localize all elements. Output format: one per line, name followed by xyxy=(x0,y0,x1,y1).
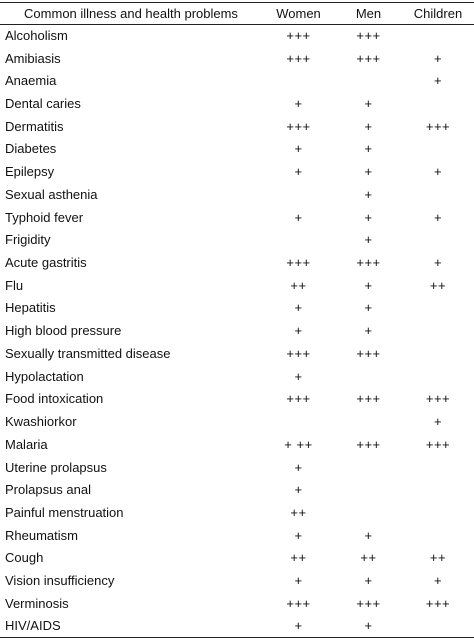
children-rating-cell xyxy=(402,25,474,48)
illness-name-cell: Amibiasis xyxy=(5,50,61,66)
illness-name-cell: Alcoholism xyxy=(5,28,68,44)
women-rating-cell: + xyxy=(294,323,303,339)
children-rating-cell: ++ xyxy=(429,550,447,566)
children-rating-cell: + xyxy=(433,73,443,89)
women-rating-cell: + xyxy=(294,164,303,180)
table-row xyxy=(0,343,474,366)
women-rating-cell xyxy=(262,184,335,207)
table-row xyxy=(0,93,474,116)
children-rating-cell: + xyxy=(433,209,443,225)
women-rating-cell: + xyxy=(294,209,303,225)
men-rating-cell: +++ xyxy=(356,391,381,407)
men-rating-cell xyxy=(335,456,402,479)
table-row xyxy=(0,365,474,388)
table-row xyxy=(0,320,474,343)
table-row xyxy=(0,456,474,479)
men-rating-cell: + xyxy=(364,232,373,248)
women-rating-cell: + xyxy=(294,527,303,543)
illness-name-cell: Uterine prolapsus xyxy=(5,459,107,475)
table-row xyxy=(0,115,474,138)
women-rating-cell: ++ xyxy=(290,550,307,566)
table-header xyxy=(0,3,474,25)
women-rating-cell: +++ xyxy=(286,118,311,134)
children-rating-cell: + xyxy=(433,164,443,180)
illness-name-cell: Acute gastritis xyxy=(5,255,87,271)
children-rating-cell: + xyxy=(433,255,443,271)
table-row xyxy=(0,70,474,93)
men-rating-cell xyxy=(335,70,402,93)
children-rating-cell xyxy=(402,502,474,525)
children-rating-cell xyxy=(402,138,474,161)
women-rating-cell: +++ xyxy=(286,595,311,611)
illness-name-cell: HIV/AIDS xyxy=(0,615,262,638)
illness-name-cell: Hepatitis xyxy=(5,300,56,316)
women-rating-cell xyxy=(262,411,335,434)
header-women: Women xyxy=(262,3,335,25)
men-rating-cell: + xyxy=(364,118,373,134)
men-rating-cell: +++ xyxy=(356,345,381,361)
women-rating-cell: + xyxy=(262,615,335,638)
illness-name-cell: Cough xyxy=(5,550,44,566)
children-rating-cell xyxy=(402,524,474,547)
children-rating-cell: + xyxy=(433,50,443,66)
illness-name-cell: Sexual asthenia xyxy=(5,186,98,202)
children-rating-cell: +++ xyxy=(425,118,451,134)
table-row xyxy=(0,274,474,297)
women-rating-cell xyxy=(262,70,335,93)
table-row xyxy=(0,547,474,570)
women-rating-cell: + xyxy=(294,141,303,157)
illness-name-cell: Flu xyxy=(5,277,24,293)
illness-name-cell: Dental caries xyxy=(5,96,81,112)
women-rating-cell: + ++ xyxy=(284,436,313,452)
table-row xyxy=(0,161,474,184)
illness-name-cell: Prolapsus anal xyxy=(5,482,91,498)
table-row xyxy=(0,570,474,593)
men-rating-cell xyxy=(335,479,402,502)
illness-name-cell: Painful menstruation xyxy=(5,504,124,520)
men-rating-cell: +++ xyxy=(356,436,381,452)
children-rating-cell: +++ xyxy=(425,391,451,407)
children-rating-cell: +++ xyxy=(425,436,451,452)
children-rating-cell xyxy=(402,93,474,116)
illness-name-cell: Dermatitis xyxy=(5,118,64,134)
table-row xyxy=(0,184,474,207)
women-rating-cell: ++ xyxy=(290,277,307,293)
illness-name-cell: Kwashiorkor xyxy=(5,414,77,430)
table-row xyxy=(0,25,474,48)
illness-name-cell: High blood pressure xyxy=(5,323,122,339)
men-rating-cell xyxy=(335,411,402,434)
table-row xyxy=(0,138,474,161)
children-rating-cell xyxy=(402,184,474,207)
children-rating-cell xyxy=(402,365,474,388)
table-row xyxy=(0,411,474,434)
children-rating-cell: + xyxy=(433,414,443,430)
men-rating-cell: +++ xyxy=(356,255,381,271)
women-rating-cell: + xyxy=(294,300,303,316)
men-rating-cell: ++ xyxy=(360,550,377,566)
table-row xyxy=(0,502,474,525)
men-rating-cell: + xyxy=(364,209,373,225)
children-rating-cell xyxy=(402,343,474,366)
illness-name-cell: Verminosis xyxy=(5,595,69,611)
illness-name-cell: Sexually transmitted disease xyxy=(5,345,171,361)
men-rating-cell: +++ xyxy=(356,50,381,66)
men-rating-cell: + xyxy=(364,527,373,543)
women-rating-cell xyxy=(262,229,335,252)
illness-name-cell: Frigidity xyxy=(5,232,51,248)
table-row xyxy=(0,47,474,70)
women-rating-cell: +++ xyxy=(286,50,311,66)
men-rating-cell: + xyxy=(364,164,373,180)
table-row xyxy=(0,229,474,252)
men-rating-cell: + xyxy=(364,300,373,316)
women-rating-cell: +++ xyxy=(286,345,311,361)
header-men: Men xyxy=(335,3,402,25)
children-rating-cell: + xyxy=(433,573,443,589)
children-rating-cell xyxy=(402,229,474,252)
table-row xyxy=(0,388,474,411)
table-row xyxy=(0,615,474,638)
men-rating-cell: + xyxy=(364,573,373,589)
men-rating-cell: +++ xyxy=(356,28,381,44)
women-rating-cell: + xyxy=(294,96,303,112)
table-row xyxy=(0,433,474,456)
men-rating-cell: + xyxy=(364,323,373,339)
women-rating-cell: + xyxy=(294,368,303,384)
children-rating-cell: ++ xyxy=(429,277,447,293)
children-rating-cell xyxy=(402,479,474,502)
illness-table xyxy=(0,2,474,638)
women-rating-cell: ++ xyxy=(290,504,307,520)
women-rating-cell: +++ xyxy=(286,391,311,407)
children-rating-cell xyxy=(402,297,474,320)
men-rating-cell: + xyxy=(364,141,373,157)
women-rating-cell: + xyxy=(294,573,303,589)
women-rating-cell: +++ xyxy=(286,28,311,44)
table-row xyxy=(0,252,474,275)
children-rating-cell xyxy=(402,320,474,343)
header-illness: Common illness and health problems xyxy=(0,3,262,25)
illness-name-cell: Malaria xyxy=(5,436,48,452)
illness-name-cell: Vision insufficiency xyxy=(5,573,115,589)
men-rating-cell: + xyxy=(364,96,373,112)
men-rating-cell xyxy=(335,502,402,525)
table-row xyxy=(0,479,474,502)
men-rating-cell: + xyxy=(364,186,373,202)
men-rating-cell: + xyxy=(335,615,402,638)
women-rating-cell: +++ xyxy=(286,255,311,271)
table-row xyxy=(0,524,474,547)
illness-name-cell: Typhoid fever xyxy=(5,209,84,225)
header-children: Children xyxy=(402,3,474,25)
women-rating-cell: + xyxy=(294,459,303,475)
illness-name-cell: Anaemia xyxy=(5,73,57,89)
illness-name-cell: Food intoxication xyxy=(5,391,104,407)
illness-name-cell: Hypolactation xyxy=(5,368,84,384)
table-body xyxy=(0,25,474,638)
men-rating-cell xyxy=(335,365,402,388)
men-rating-cell: + xyxy=(364,277,373,293)
table-row xyxy=(0,297,474,320)
table-row xyxy=(0,206,474,229)
illness-name-cell: Diabetes xyxy=(5,141,57,157)
illness-name-cell: Rheumatism xyxy=(5,527,78,543)
table-row xyxy=(0,592,474,615)
men-rating-cell: +++ xyxy=(356,595,381,611)
women-rating-cell: + xyxy=(294,482,303,498)
children-rating-cell xyxy=(402,615,474,638)
children-rating-cell xyxy=(402,456,474,479)
header-row xyxy=(0,3,474,25)
illness-name-cell: Epilepsy xyxy=(5,164,55,180)
children-rating-cell: +++ xyxy=(425,595,451,611)
